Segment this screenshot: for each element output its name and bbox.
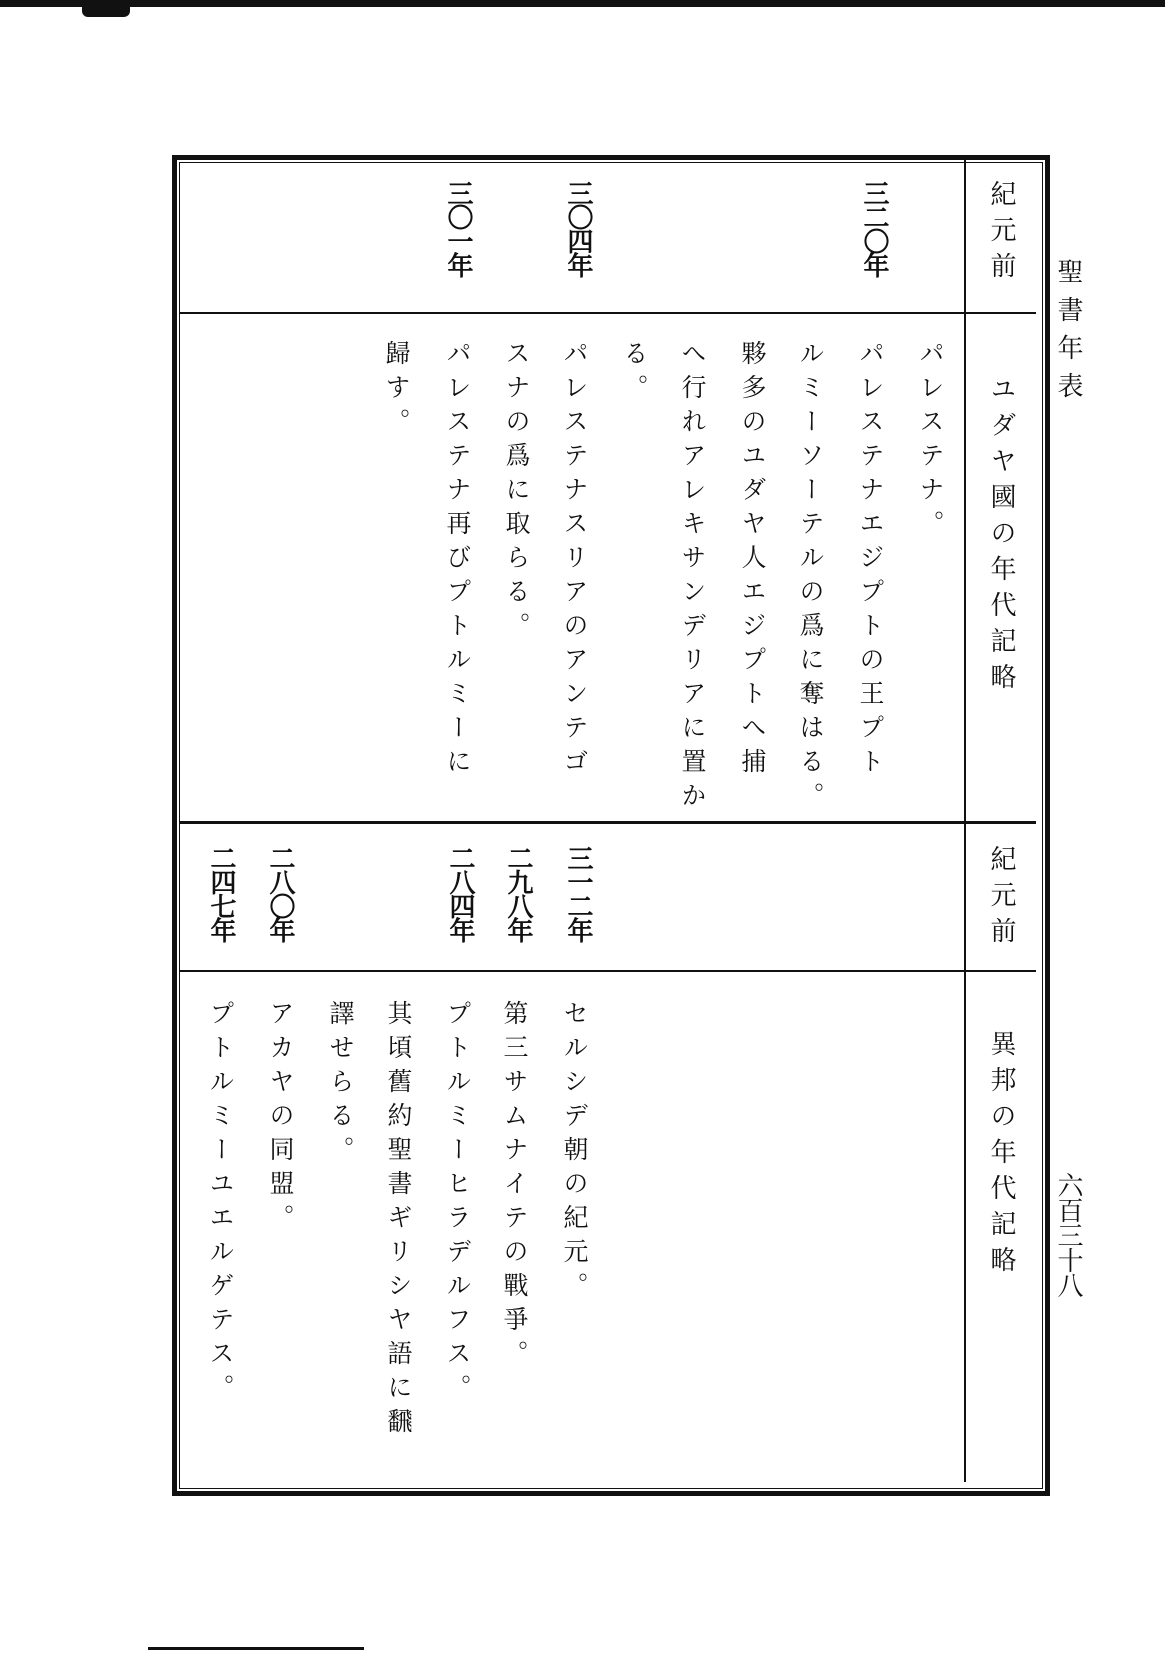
bottom-edge-mark bbox=[148, 1647, 364, 1650]
year-entry: 三〇四年 bbox=[563, 180, 593, 276]
text-line: パレステナエジプトの王プト bbox=[856, 340, 885, 782]
text-line: セルシデ朝の紀元。 bbox=[560, 1000, 589, 1306]
year-entry: 二八四年 bbox=[445, 845, 475, 941]
text-line: 夥多のユダヤ人エジプトへ捕 bbox=[738, 340, 767, 782]
upper-section-header: ユダヤ國の年代記略 bbox=[986, 375, 1016, 699]
text-line: パレステナ再びプトルミーに bbox=[443, 340, 472, 782]
year-entry: 二四七年 bbox=[206, 845, 236, 941]
text-line: 其頃舊約聖書ギリシヤ語に飜 bbox=[384, 1000, 413, 1442]
upper-era-header: 紀元前 bbox=[986, 180, 1016, 288]
section-divider bbox=[180, 821, 1036, 824]
page-number: 六百三十八 bbox=[1053, 1172, 1083, 1297]
year-entry: 三〇一年 bbox=[443, 180, 473, 276]
text-line: 歸す。 bbox=[382, 340, 411, 442]
text-line: プトルミーヒラデルフス。 bbox=[443, 1000, 472, 1408]
top-edge-bar bbox=[0, 0, 1165, 7]
lower-header-divider bbox=[180, 970, 1036, 972]
text-line: スナの爲に取らる。 bbox=[502, 340, 531, 646]
text-line: パレステナスリアのアンテゴ bbox=[560, 340, 589, 782]
text-line: 譯せらる。 bbox=[326, 1000, 355, 1170]
text-line: る。 bbox=[620, 340, 649, 408]
text-line: パレステナ。 bbox=[916, 340, 945, 544]
text-line: 第三サムナイテの戰爭。 bbox=[500, 1000, 529, 1374]
lower-era-header: 紀元前 bbox=[986, 845, 1016, 953]
text-line: ルミーソーテルの爲に奪はる。 bbox=[796, 340, 825, 816]
year-entry: 三一二年 bbox=[563, 845, 593, 941]
running-title: 聖書年表 bbox=[1053, 258, 1083, 410]
year-entry: 二八〇年 bbox=[265, 845, 295, 941]
top-edge-mark bbox=[82, 5, 130, 17]
text-line: アカヤの同盟。 bbox=[266, 1000, 295, 1238]
upper-header-divider bbox=[180, 312, 1036, 314]
lower-section-header: 異邦の年代記略 bbox=[986, 1030, 1016, 1282]
text-line: プトルミーユエルゲテス。 bbox=[206, 1000, 235, 1408]
year-entry: 二九八年 bbox=[503, 845, 533, 941]
header-column-divider bbox=[964, 160, 966, 1482]
text-line: へ行れアレキサンデリアに置か bbox=[678, 340, 707, 816]
year-entry: 三二〇年 bbox=[859, 180, 889, 276]
